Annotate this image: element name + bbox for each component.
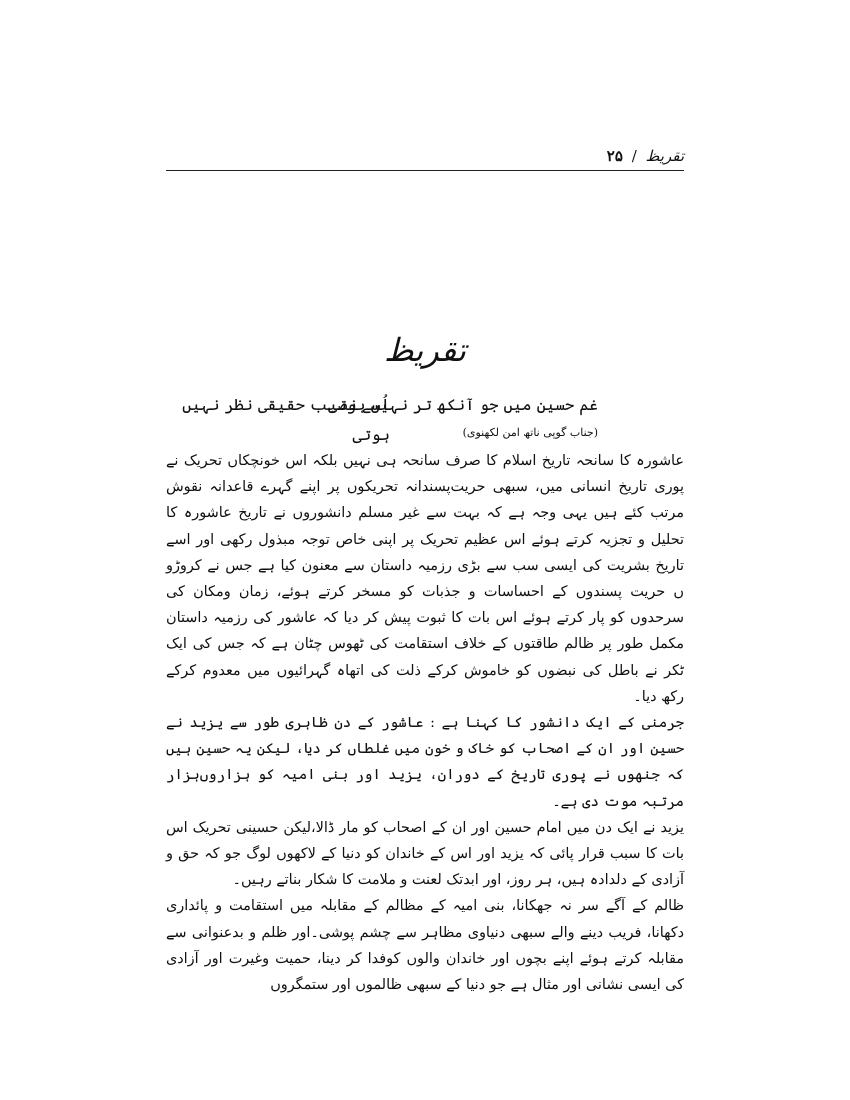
paragraph: جرمنی کے ایک دانشور کا کہنا ہے : عاشور کے دن ظاہری طور سے یزید نے حسین اور ان کے اصحاب کو خاک و خون میں غلطاں کر دیا، لیکن یہ حسین ہیں کہ جنھوں نے پوری تاریخ کے دوران، یزید اور بنی امیہ کو ہزاروں‌ہزار مرتبہ موت دی ہے۔ <box>166 715 684 810</box>
couplet-second-hemistich: اُسے نصیب حقیقی نظر نہیں ہوتی <box>182 395 390 444</box>
running-header-title: تقریظ <box>645 147 684 165</box>
poet-attribution <box>166 424 684 442</box>
paragraph: ظالم کے آگے سر نہ جھکانا، بنی امیہ کے مظالم کے مقابلہ میں استقامت و پائداری دکھانا، فریب دینے والے سبھی دنیاوی مظاہر سے چشم پوشی۔اور ظلم و بدعنوانی سے مقابلہ کرتے ہوئے اپنے بچوں اور خاندان والوں کوفدا کر دینا، حمیت وغیرت اور آزادی کی ایسی نشانی اور مثال ہے جو دنیا کے سبھی ظالموں اور ستمگروں <box>166 898 684 994</box>
poet-attribution-text: (جناب گوپی ناتھ امن لکھنوی) <box>462 426 598 439</box>
header-rule <box>166 170 684 171</box>
couplet-first-hemistich: غم حسین میں جو آنکھ تر نہیں ہوتی <box>328 395 598 414</box>
running-header <box>166 145 684 169</box>
chapter-title: تقریظ <box>383 331 467 369</box>
paragraph: عاشورہ کا سانحہ تاریخ اسلام کا صرف سانحہ ہی نہیں بلکہ اس خونچکاں تحریک نے پوری تاریخ انسانی میں، سبھی حریت‌پسندانہ تحریکوں پر اپنے گہرے قاعدانہ نقوش مرتب کئے ہیں یہی وجہ ہے کہ بہت سے غیر مسلم دانشوروں نے تاریخ عاشورہ کا تحلیل و تجزیہ کرتے ہوئے اس عظیم تحریک پر اپنی خاص توجہ مبذول رکھی اور اسے تاریخ بشریت کی ایسی سب سے بڑی رزمیہ داستان سے معنون کیا ہے جس نے کروڑو ں حریت پسندوں کے احساسات و جذبات کو مسخر کرتے ہوئے، زمان ومکان کی سرحدوں کو پار کرتے ہوئے اس بات کا ثبوت پیش کر دیا کہ عاشور کی رزمیہ داستان مکمل طور پر ظالم طاقتوں کے خلاف استقامت کی ٹھوس چٹان ہے کہ جس کی ایک ٹکر نے باطل کی نبضوں کو خاموش کرکے ذلت کی اتھاہ گہرائیوں میں معدوم کرکے رکھ دیا۔ <box>166 453 684 705</box>
running-header-separator: / <box>631 147 637 165</box>
paragraph: یزید نے ایک دن میں امام حسین اور ان کے اصحاب کو مار ڈالا،لیکن حسینی تحریک اس بات کا سبب قرار پائی کہ یزید اور اس کے خاندان کو دنیا کے لاکھوں لوگ جو کہ حق و آزادی کے دلدادہ ہیں، ہر روز، اور ابدتک لعنت و ملامت کا شکار بناتے رہیں۔ <box>166 819 684 889</box>
page-number: ۲۵ <box>606 147 623 165</box>
body-text <box>166 448 684 998</box>
